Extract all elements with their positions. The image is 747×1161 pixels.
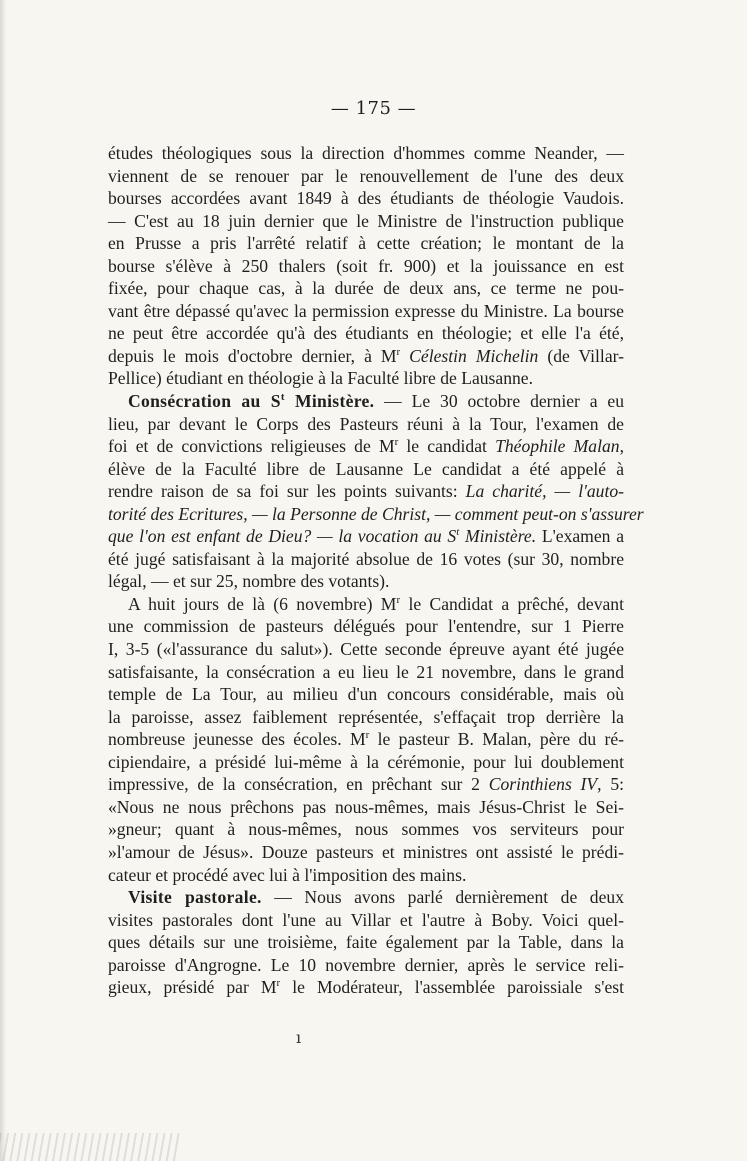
- text-line: [108, 864, 624, 887]
- text-span: L'examen a: [536, 526, 624, 547]
- italic-text: Célestin Michelin: [409, 345, 539, 366]
- text-span: légal, — et sur 25, nombre des votants).: [108, 571, 390, 592]
- text-span: Pellice) étudiant en théologie à la Faculté libre de Lausanne.: [108, 368, 534, 389]
- text-span: — Le 30 octobre dernier a eu: [374, 391, 624, 412]
- italic-text: t: [456, 526, 460, 539]
- text-span: cipiendaire, a présidé lui-même à la cérémonie, pour lui doublement: [108, 751, 624, 772]
- text-span: vant être dépassé qu'avec la permission expresse du Ministre. La bourse: [108, 300, 624, 321]
- text-span: cateur et procédé avec lui à l'imposition des mains.: [108, 864, 467, 885]
- text-span: le Modérateur, l'assemblée paroissiale s'est: [280, 977, 624, 998]
- text-line: [108, 593, 624, 616]
- text-line: [108, 142, 624, 165]
- section-heading: Ministère.: [284, 391, 375, 412]
- text-line: [108, 480, 624, 503]
- section-heading: Consécration au S: [128, 391, 281, 412]
- text-span: , 5:: [597, 774, 625, 795]
- text-line: [108, 638, 624, 661]
- text-line: [108, 255, 624, 278]
- text-line: [108, 706, 624, 729]
- text-line: [108, 976, 624, 999]
- text-span: — C'est au 18 juin dernier que le Ministre de l'instruction publique: [108, 210, 624, 231]
- body-text: [108, 142, 644, 999]
- text-span: (de Villar-: [538, 345, 624, 366]
- italic-text: Ministère.: [459, 526, 537, 547]
- text-span: »l'amour de Jésus». Douze pasteurs et ministres ont assisté le prédi-: [108, 841, 624, 862]
- italic-text: que l'on est enfant de Dieu? — la vocation au S: [108, 526, 457, 547]
- text-span: bourse s'élève à 250 thalers (soit fr. 900) et la jouissance en est: [108, 255, 624, 276]
- text-span: la paroisse, assez faiblement représentée, s'effaçait trop derrière la: [108, 706, 624, 727]
- text-line: [108, 615, 624, 638]
- footer-mark: ı: [296, 1028, 302, 1047]
- text-line: [108, 345, 624, 368]
- section-heading: Visite pastorale.: [128, 887, 262, 908]
- text-line: [108, 300, 624, 323]
- text-span: rendre raison de sa foi sur les points suivants:: [108, 481, 466, 502]
- page-edge-shadow: [0, 0, 6, 1161]
- text-span: »gneur; quant à nous-mêmes, nous sommes vos serviteurs pour: [108, 819, 624, 840]
- text-span: [400, 346, 409, 366]
- text-span: ques détails sur une troisième, faite également par la Table, dans la: [108, 932, 624, 953]
- text-span: viennent de se renouer par le renouvellement de l'une des deux: [108, 165, 624, 186]
- text-line: [108, 232, 624, 255]
- text-line: [108, 367, 624, 390]
- scan-noise: [0, 1133, 180, 1161]
- text-span: en Prusse a pris l'arrêté relatif à cette création; le montant de la: [108, 233, 624, 254]
- text-line: [108, 503, 644, 526]
- text-span: le pasteur B. Malan, père du ré-: [369, 729, 624, 750]
- text-span: élève de la Faculté libre de Lausanne Le candidat a été appelé à: [108, 458, 624, 479]
- text-span: A huit jours de là (6 novembre) M: [128, 593, 397, 614]
- text-span: temple de La Tour, au milieu d'un concours considérable, mais où: [108, 684, 624, 705]
- text-span: r: [394, 436, 399, 449]
- text-span: le Candidat a prêché, devant: [400, 593, 624, 614]
- text-span: paroisse d'Angrogne. Le 10 novembre dernier, après le service reli-: [108, 954, 624, 975]
- text-span: r: [396, 346, 401, 359]
- text-line: [108, 413, 624, 436]
- text-line: [108, 390, 624, 413]
- text-line: [108, 728, 624, 751]
- text-line: [108, 570, 624, 593]
- text-span: lieu, par devant le Corps des Pasteurs réuni à la Tour, l'examen de: [108, 413, 624, 434]
- text-line: [108, 165, 624, 188]
- text-line: [108, 751, 624, 774]
- text-span: études théologiques sous la direction d'hommes comme Neander, —: [108, 143, 624, 163]
- text-line: [108, 458, 624, 481]
- text-span: «Nous ne nous prêchons pas nous-mêmes, mais Jésus-Christ le Sei-: [108, 796, 624, 817]
- text-span: fixée, pour chaque cas, à la durée de deux ans, ce terme ne pou-: [108, 278, 624, 299]
- text-line: [108, 796, 624, 819]
- text-line: [108, 210, 624, 233]
- page-number: — 175 —: [330, 98, 417, 119]
- text-line: [108, 187, 624, 210]
- text-span: une commission de pasteurs délégués pour l'entendre, sur 1 Pierre: [108, 616, 624, 637]
- text-line: [108, 773, 624, 796]
- text-span: satisfaisante, la consécration a eu lieu le 21 novembre, dans le grand: [108, 661, 624, 682]
- text-line: [108, 931, 624, 954]
- text-line: [108, 886, 624, 909]
- text-span: été jugé satisfaisant à la majorité absolue de 16 votes (sur 30, nombre: [108, 548, 624, 569]
- text-line: [108, 548, 624, 571]
- text-span: visites pastorales dont l'une au Villar et l'autre à Boby. Voici quel-: [108, 909, 624, 930]
- text-span: nombreuse jeunesse des écoles. M: [108, 729, 366, 750]
- text-span: depuis le mois d'octobre dernier, à M: [108, 345, 397, 366]
- text-line: [108, 277, 624, 300]
- text-line: [108, 818, 624, 841]
- text-span: — Nous avons parlé dernièrement de deux: [261, 887, 624, 908]
- text-line: [108, 954, 624, 977]
- italic-text: Corinthiens IV: [488, 774, 598, 795]
- text-span: le candidat: [398, 436, 496, 457]
- italic-text: La charité, — l'auto-: [465, 481, 625, 502]
- text-line: [108, 435, 624, 458]
- text-line: [108, 661, 624, 684]
- section-heading: t: [280, 391, 285, 404]
- text-line: [108, 841, 624, 864]
- text-span: r: [396, 594, 401, 607]
- italic-text: torité des Ecritures, — la Personne de Christ, — comment peut-on s'assurer: [108, 503, 644, 524]
- text-line: [108, 525, 624, 548]
- italic-text: Théophile Malan: [495, 436, 620, 457]
- text-span: I, 3-5 («l'assurance du salut»). Cette seconde épreuve ayant été jugée: [108, 639, 624, 660]
- text-span: gieux, présidé par M: [108, 977, 277, 998]
- text-span: bourses accordées avant 1849 à des étudiants de théologie Vaudois.: [108, 188, 624, 209]
- text-span: ne peut être accordée qu'à des étudiants en théologie; et elle l'a été,: [108, 323, 624, 344]
- text-line: [108, 909, 624, 932]
- text-span: impressive, de la consécration, en prêchant sur 2: [108, 774, 489, 795]
- text-line: [108, 683, 624, 706]
- text-span: r: [365, 729, 370, 742]
- text-line: [108, 322, 624, 345]
- text-span: r: [276, 977, 281, 990]
- text-span: ,: [619, 436, 624, 457]
- text-span: foi et de convictions religieuses de M: [108, 436, 395, 457]
